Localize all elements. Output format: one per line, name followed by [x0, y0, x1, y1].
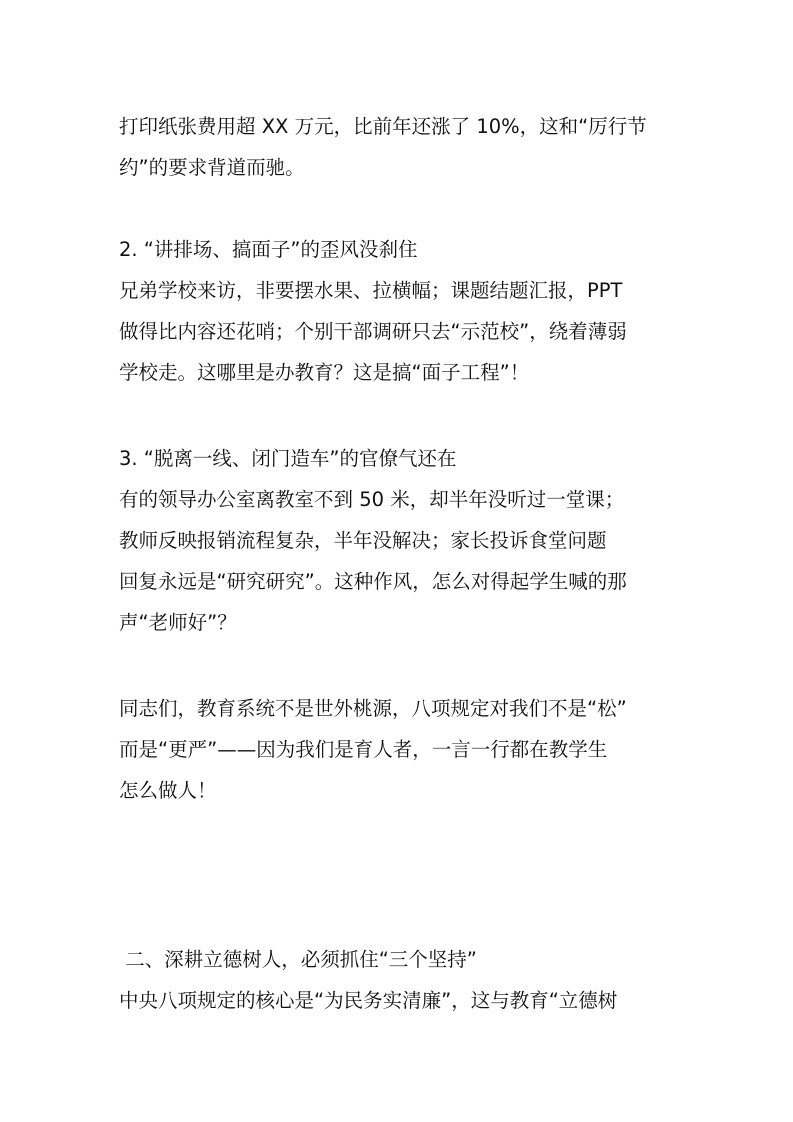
text-line: 学校走。这哪里是办教育？这是搞“面子工程”！ [119, 361, 530, 384]
text-line: 声“老师好”？ [119, 611, 237, 634]
text-line: 有的领导办公室离教室不到 50 米，却半年没听过一堂课； [119, 488, 625, 511]
section-heading: 二、深耕立德树人，必须抓住“三个坚持” [119, 948, 477, 971]
text-line: 同志们，教育系统不是世外桃源，八项规定对我们不是“松” [119, 697, 627, 720]
text-line: 约”的要求背道而驰。 [119, 156, 305, 179]
section-heading: 3. “脱离一线、闭门造车”的官僚气还在 [119, 447, 457, 470]
text-line: 而是“更严”——因为我们是育人者，一言一行都在教学生 [119, 738, 608, 761]
text-line: 中央八项规定的核心是“为民务实清廉”，这与教育“立德树 [119, 989, 618, 1012]
section-show-off-style [119, 229, 679, 393]
paragraph-comrades [119, 688, 679, 811]
text-line: 做得比内容还花哨；个别干部调研只去“示范校”，绕着薄弱 [119, 320, 627, 343]
section-three-persistences [119, 939, 679, 1021]
text-line: 怎么做人！ [119, 779, 217, 802]
text-line: 兄弟学校来访，非要摆水果、拉横幅；课题结题汇报，PPT [119, 279, 623, 302]
text-line: 回复永远是“研究研究”。这种作风，怎么对得起学生喊的那 [119, 570, 627, 593]
text-line: 打印纸张费用超 XX 万元，比前年还涨了 10%，这和“厉行节 [119, 115, 647, 138]
paragraph-printing-cost [119, 106, 679, 188]
section-heading: 2. “讲排场、搞面子”的歪风没刹住 [119, 238, 418, 261]
text-line: 教师反映报销流程复杂，半年没解决；家长投诉食堂问题 [119, 529, 607, 552]
section-bureaucracy [119, 438, 679, 643]
